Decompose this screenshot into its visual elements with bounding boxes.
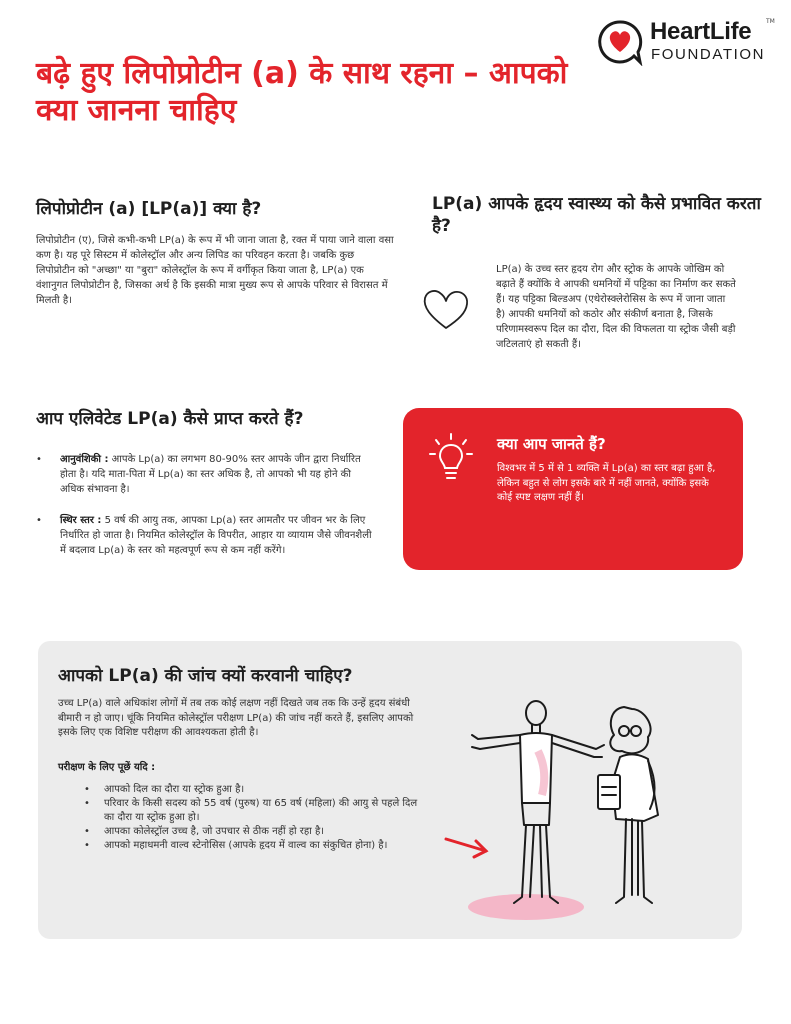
list-item: • आपको महाधमनी वाल्व स्टेनोसिस (आपके हृदय में वाल्व का संकुचित होना) है। — [58, 839, 418, 853]
list-item: • आपको दिल का दौरा या स्ट्रोक हुआ है। — [58, 783, 418, 797]
logo-trademark: TM — [766, 18, 775, 25]
section-test-text: उच्च LP(a) वाले अधिकांश लोगों में तब तक कोई लक्षण नहीं दिखते जब तक कि उन्हें हृदय संबंधी बीमारी न हो जाए। चूंकि नियमित कोलेस्ट्रॉल परीक्षण LP(a) की जांच नहीं करते हैं, इसलिए आपको इसके लिए एक विशिष्ट परीक्षण की आवश्यकता होती है। — [58, 698, 414, 738]
list-item — [36, 452, 372, 497]
page-title: बढ़े हुए लिपोप्रोटीन (a) के साथ रहना – आपको क्या जानना चाहिए — [36, 56, 568, 128]
section-heart-title: LP(a) आपके हृदय स्वास्थ्य को कैसे प्रभावित करता है? — [432, 194, 761, 237]
did-you-know-title: क्या आप जानते हैं? — [497, 435, 606, 453]
patient-doctor-illustration — [438, 691, 698, 927]
section-elevated-title: आप एलिवेटेड LP(a) कैसे प्राप्त करते हैं? — [36, 409, 304, 429]
heartlife-logo — [596, 16, 776, 68]
logo-name: HeartLife — [650, 18, 752, 45]
elevated-causes-list — [36, 452, 372, 574]
section-heart-text: LP(a) के उच्च स्तर हृदय रोग और स्ट्रोक के आपके जोखिम को बढ़ाते हैं क्योंकि वे आपकी धमनियों में पट्टिका का निर्माण कर सकते हैं। यह पट्टिका बिल्डअप (एथेरोस्क्लेरोसिस के रूप में जाना जाता है) आपकी धमनियों को कठोर और संकीर्ण बनाता है, जिसके परिणामस्वरूप दिल का दौरा, दिल की विफलता या स्ट्रोक जैसी बड़ी जटिलताएं हो सकती हैं। — [496, 264, 736, 350]
list-item-label: आनुवंशिकी : — [60, 454, 109, 465]
did-you-know-callout — [403, 408, 743, 570]
section-what-title: लिपोप्रोटीन (a) [LP(a)] क्या है? — [36, 199, 262, 219]
list-item-text: 5 वर्ष की आयु तक, आपका Lp(a) स्तर आमतौर पर जीवन भर के लिए निर्धारित हो जाता है। नियमित कोलेस्ट्रॉल के विपरीत, आहार या व्यायाम जैसे जीवनशैली में बदलाव Lp(a) के स्तर को महत्वपूर्ण रूप से कम नहीं करेंगे। — [60, 515, 372, 556]
section-test-title: आपको LP(a) की जांच क्यों करवानी चाहिए? — [58, 666, 353, 686]
list-item-text: आपके Lp(a) का लगभग 80-90% स्तर आपके जीन द्वारा निर्धारित होता है। यदि माता-पिता में Lp(a) का स्तर अधिक है, तो आपको भी यह होने की अधिक संभावना है। — [60, 454, 361, 495]
heart-outline-icon — [420, 284, 472, 334]
list-item-label: स्थिर स्तर : — [60, 515, 102, 526]
did-you-know-text: विश्वभर में 5 में से 1 व्यक्ति में Lp(a) का स्तर बढ़ा हुआ है, लेकिन बहुत से लोग इसके बारे में नहीं जानते, क्योंकि इसके कोई स्पष्ट लक्षण नहीं हैं। — [497, 463, 716, 503]
list-item: • आपका कोलेस्ट्रॉल उच्च है, जो उपचार से ठीक नहीं हो रहा है। — [58, 825, 418, 839]
list-item: • परिवार के किसी सदस्य को 55 वर्ष (पुरुष) या 65 वर्ष (महिला) की आयु से पहले दिल का दौरा या स्ट्रोक हुआ हो। — [58, 797, 418, 825]
logo-subtitle: FOUNDATION — [651, 46, 766, 63]
ask-for-test-label: परीक्षण के लिए पूछें यदि : — [58, 762, 156, 773]
list-item — [36, 513, 372, 558]
lightbulb-icon — [427, 432, 475, 484]
section-what-text: लिपोप्रोटीन (ए), जिसे कभी-कभी LP(a) के रूप में भी जाना जाता है, रक्त में पाया जाने वाला वसा कण है। यह पूरे सिस्टम में कोलेस्ट्रॉल और अन्य लिपिड का परिवहन करता है। जबकि कुछ लिपोप्रोटीन को "अच्छा" या "बुरा" कोलेस्ट्रॉल के रूप में वर्गीकृत किया जाता है, LP(a) एक वंशानुगत लिपोप्रोटीन है, जिसका अर्थ है कि इसकी मात्रा मुख्य रूप से आपके परिवार से विरासत में मिलती है। — [36, 235, 394, 306]
ask-for-test-list — [58, 783, 418, 853]
testing-section — [38, 641, 742, 939]
heart-speech-bubble-icon — [596, 18, 644, 66]
